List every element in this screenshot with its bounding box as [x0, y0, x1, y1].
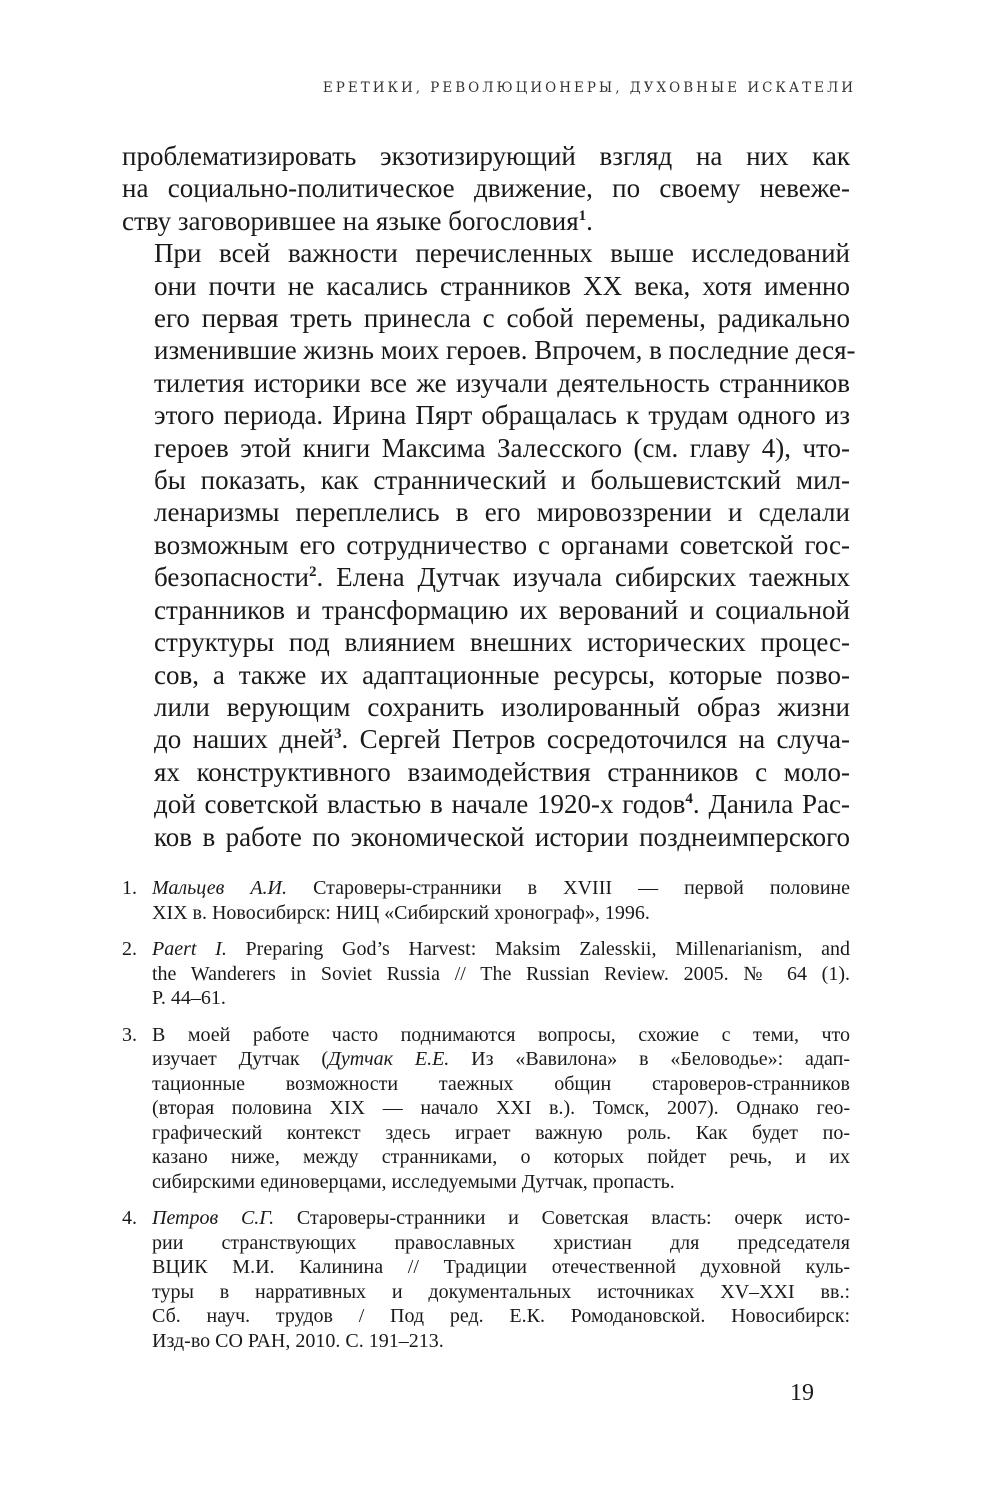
text-line: возможным его сотрудничество с органами советской гос-: [154, 529, 850, 560]
footnote-line: P. 44–61.: [152, 987, 226, 1009]
footnote-3: [122, 1023, 850, 1195]
footnote-line: сибирскими единоверцами, исследуемыми Дутчак, пропасть.: [152, 1170, 675, 1193]
text-line: ков в работе по экономической истории позднеимперского: [154, 821, 850, 852]
footnote-line: казано ниже, между странниками, о которых пойдет речь, и их: [152, 1146, 850, 1168]
text-line: бы показать, как страннический и большевистский мил-: [154, 465, 850, 496]
text-line: структуры под влиянием внешних исторических процес-: [154, 627, 850, 658]
text-line: тилетия историки все же изучали деятельность странников: [154, 367, 850, 398]
footnote-line: Paert I. Preparing God’s Harvest: Maksim Zalesskii, Millenarianism, and: [152, 938, 851, 960]
text-line: ях конструктивного взаимодействия странников с моло-: [154, 756, 850, 787]
text-line: дой советской властью в начале 1920-х годов$^4$. Данила Рас-: [154, 789, 850, 820]
footnote-line: рии странствующих православных христиан для председателя: [152, 1231, 850, 1254]
footnote-line: изучает Дутчак (Дутчак Е.Е. Из «Вавилона» в «Беловодье»: адап-: [152, 1048, 851, 1070]
footnote-ref[interactable]: 2: [308, 564, 317, 581]
footnote-line: XIX в. Новосибирск: НИЦ «Сибирский хронограф», 1996.: [152, 901, 650, 924]
text-line: его первая треть принесла с собой перемены, радикально: [154, 303, 850, 334]
footnote-line: тационные возможности таежных общин староверов-странников: [152, 1072, 850, 1095]
paragraph-1: [122, 140, 850, 237]
footnote-ref[interactable]: 4: [685, 791, 693, 808]
footnote-author: Paert I.: [152, 938, 227, 960]
text-line: ству заговорившее на языке богословия$^1$.: [122, 205, 593, 236]
footnote-ref[interactable]: 1: [578, 207, 587, 224]
text-line: изменившие жизнь моих героев. Впрочем, в последние деся-: [154, 335, 856, 366]
text-line: этого периода. Ирина Пярт обращалась к трудам одного из: [154, 400, 850, 431]
text-line: сов, а также их адаптационные ресурсы, которые позво-: [154, 659, 850, 690]
text-line: на социально-политическое движение, по своему невеже-: [122, 173, 850, 204]
paragraph-2: [122, 237, 856, 853]
running-head: ЕРЕТИКИ, РЕВОЛЮЦИОНЕРЫ, ДУХОВНЫЕ ИСКАТЕЛИ: [322, 80, 856, 96]
footnote-line: Петров С.Г. Староверы-странники и Советская власть: очерк исто-: [152, 1207, 850, 1229]
footnote-ref[interactable]: 3: [333, 726, 342, 743]
footnote-line: Сб. науч. трудов / Под ред. Е.К. Ромодановской. Новосибирск:: [152, 1305, 850, 1327]
footnote-author: Петров С.Г.: [152, 1207, 275, 1229]
text-line: ленаризмы переплелись в его мировоззрении и сделали: [154, 497, 850, 528]
footnote-number: 4.: [122, 1207, 137, 1229]
page-number: 19: [790, 1380, 814, 1406]
text-line: до наших дней$^3$. Сергей Петров сосредоточился на случа-: [154, 724, 851, 755]
text-line: проблематизировать экзотизирующий взгляд на них как: [122, 141, 850, 171]
text-line: лили верующим сохранить изолированный образ жизни: [154, 691, 850, 722]
text-line: безопасности$^2$. Елена Дутчак изучала сибирских таежных: [154, 562, 850, 593]
footnote-author: Мальцев А.И.: [152, 877, 287, 899]
footnote-line: ВЦИК М.И. Калинина // Традиции отечественной духовной куль-: [152, 1256, 850, 1278]
footnote-line: the Wanderers in Soviet Russia // The Russian Review. 2005. № 64 (1).: [152, 962, 850, 985]
text-line: героев этой книги Максима Залесского (см. главу 4), что-: [154, 432, 850, 463]
footnote-number: 3.: [122, 1023, 137, 1046]
footnote-line: Изд-во СО РАН, 2010. С. 191–213.: [152, 1329, 444, 1352]
footnote-number: 2.: [122, 938, 137, 960]
footnote-line: графический контекст здесь играет важную роль. Как будет по-: [152, 1121, 850, 1144]
footnote-number: 1.: [122, 877, 137, 899]
footnote-2: [122, 937, 850, 1011]
footnote-1: [122, 876, 850, 925]
footnote-line: В моей работе часто поднимаются вопросы, схожие с теми, что: [152, 1023, 850, 1046]
main-text: [122, 140, 856, 853]
footnotes: [122, 876, 850, 1365]
footnote-line: туры в нарративных и документальных источниках XV–XXI вв.:: [152, 1280, 850, 1303]
footnote-line: (вторая половина XIX — начало XXI в.). Томск, 2007). Однако гео-: [152, 1097, 850, 1119]
text-line: При всей важности перечисленных выше исследований: [154, 238, 850, 269]
text-line: странников и трансформацию их верований и социальной: [154, 594, 850, 625]
footnote-line: Мальцев А.И. Староверы-странники в XVIII — первой половине: [152, 877, 850, 899]
footnote-author: Дутчак Е.Е.: [328, 1048, 450, 1070]
text-line: они почти не касались странников XX века, хотя именно: [154, 270, 850, 301]
footnote-4: [122, 1206, 850, 1353]
